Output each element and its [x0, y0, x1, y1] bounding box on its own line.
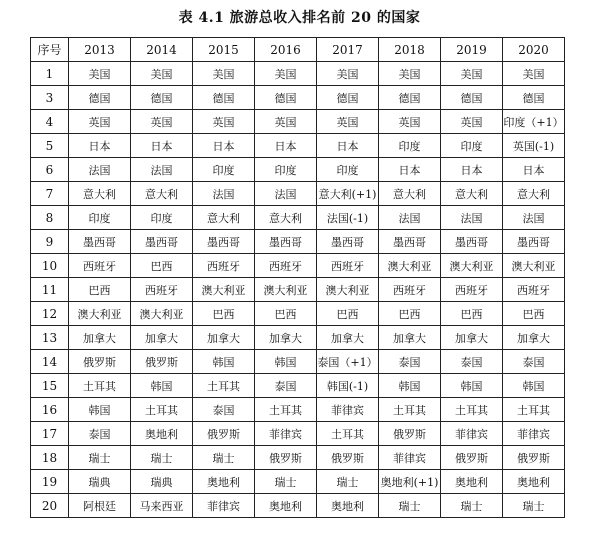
country-cell: 奥地利(+1)	[379, 470, 441, 494]
column-header-year: 2014	[131, 38, 193, 62]
country-cell: 日本	[503, 158, 565, 182]
country-cell: 加拿大	[69, 326, 131, 350]
rank-cell: 12	[31, 302, 69, 326]
country-cell: 日本	[441, 158, 503, 182]
country-cell: 意大利	[441, 182, 503, 206]
table-row	[31, 254, 565, 278]
rank-cell: 6	[31, 158, 69, 182]
country-cell: 意大利(+1)	[317, 182, 379, 206]
column-header-year: 2016	[255, 38, 317, 62]
country-cell: 西班牙	[503, 278, 565, 302]
country-cell: 澳大利亚	[503, 254, 565, 278]
country-cell: 墨西哥	[193, 230, 255, 254]
country-cell: 韩国	[441, 374, 503, 398]
country-cell: 巴西	[503, 302, 565, 326]
rank-cell: 10	[31, 254, 69, 278]
country-cell: 阿根廷	[69, 494, 131, 518]
country-cell: 韩国	[503, 374, 565, 398]
rank-cell: 20	[31, 494, 69, 518]
country-cell: 瑞士	[255, 470, 317, 494]
country-cell: 瑞士	[503, 494, 565, 518]
country-cell: 韩国	[131, 374, 193, 398]
country-cell: 瑞士	[131, 446, 193, 470]
country-cell: 印度（+1）	[503, 110, 565, 134]
country-cell: 法国	[193, 182, 255, 206]
country-cell: 西班牙	[193, 254, 255, 278]
country-cell: 西班牙	[131, 278, 193, 302]
country-cell: 西班牙	[69, 254, 131, 278]
table-row	[31, 86, 565, 110]
country-cell: 英国	[441, 110, 503, 134]
country-cell: 俄罗斯	[379, 422, 441, 446]
country-cell: 墨西哥	[131, 230, 193, 254]
country-cell: 德国	[441, 86, 503, 110]
country-cell: 澳大利亚	[379, 254, 441, 278]
country-cell: 印度	[317, 158, 379, 182]
country-cell: 奥地利	[131, 422, 193, 446]
country-cell: 美国	[503, 62, 565, 86]
table-header	[31, 38, 565, 62]
country-cell: 巴西	[69, 278, 131, 302]
country-cell: 泰国	[193, 398, 255, 422]
country-cell: 英国(-1)	[503, 134, 565, 158]
country-cell: 意大利	[255, 206, 317, 230]
table-row	[31, 494, 565, 518]
country-cell: 俄罗斯	[441, 446, 503, 470]
country-cell: 英国	[193, 110, 255, 134]
country-cell: 法国	[255, 182, 317, 206]
country-cell: 菲律宾	[503, 422, 565, 446]
country-cell: 墨西哥	[69, 230, 131, 254]
country-cell: 美国	[255, 62, 317, 86]
country-cell: 土耳其	[193, 374, 255, 398]
country-cell: 西班牙	[317, 254, 379, 278]
rank-cell: 4	[31, 110, 69, 134]
country-cell: 印度	[69, 206, 131, 230]
country-cell: 土耳其	[441, 398, 503, 422]
country-cell: 英国	[379, 110, 441, 134]
country-cell: 美国	[317, 62, 379, 86]
country-cell: 瑞士	[317, 470, 379, 494]
country-cell: 奥地利	[255, 494, 317, 518]
country-cell: 印度	[441, 134, 503, 158]
country-cell: 瑞典	[131, 470, 193, 494]
country-cell: 日本	[69, 134, 131, 158]
column-header-year: 2013	[69, 38, 131, 62]
country-cell: 美国	[131, 62, 193, 86]
country-cell: 巴西	[317, 302, 379, 326]
table-caption: 表 4.1 旅游总收入排名前 20 的国家	[178, 10, 421, 26]
country-cell: 奥地利	[503, 470, 565, 494]
table-row	[31, 470, 565, 494]
rank-cell: 14	[31, 350, 69, 374]
country-cell: 加拿大	[317, 326, 379, 350]
table-row	[31, 110, 565, 134]
country-cell: 巴西	[441, 302, 503, 326]
country-cell: 菲律宾	[193, 494, 255, 518]
country-cell: 瑞士	[379, 494, 441, 518]
country-cell: 韩国	[69, 398, 131, 422]
rank-cell: 15	[31, 374, 69, 398]
table-row	[31, 374, 565, 398]
country-cell: 巴西	[379, 302, 441, 326]
country-cell: 巴西	[193, 302, 255, 326]
country-cell: 德国	[255, 86, 317, 110]
country-cell: 法国(-1)	[317, 206, 379, 230]
country-cell: 土耳其	[255, 398, 317, 422]
country-cell: 墨西哥	[441, 230, 503, 254]
table-row	[31, 326, 565, 350]
country-cell: 俄罗斯	[69, 350, 131, 374]
country-cell: 日本	[255, 134, 317, 158]
table-row	[31, 302, 565, 326]
country-cell: 意大利	[379, 182, 441, 206]
rank-cell: 1	[31, 62, 69, 86]
country-cell: 俄罗斯	[255, 446, 317, 470]
country-cell: 奥地利	[317, 494, 379, 518]
rank-cell: 19	[31, 470, 69, 494]
column-header-rank: 序号	[31, 38, 69, 62]
country-cell: 菲律宾	[255, 422, 317, 446]
country-cell: 墨西哥	[379, 230, 441, 254]
rank-cell: 5	[31, 134, 69, 158]
country-cell: 菲律宾	[379, 446, 441, 470]
rank-cell: 13	[31, 326, 69, 350]
country-cell: 加拿大	[503, 326, 565, 350]
table-row	[31, 158, 565, 182]
country-cell: 韩国	[255, 350, 317, 374]
country-cell: 土耳其	[131, 398, 193, 422]
country-cell: 澳大利亚	[317, 278, 379, 302]
country-cell: 英国	[69, 110, 131, 134]
country-cell: 意大利	[69, 182, 131, 206]
country-cell: 日本	[131, 134, 193, 158]
country-cell: 菲律宾	[317, 398, 379, 422]
rank-cell: 7	[31, 182, 69, 206]
table-row	[31, 422, 565, 446]
country-cell: 泰国	[441, 350, 503, 374]
country-cell: 日本	[317, 134, 379, 158]
country-cell: 俄罗斯	[193, 422, 255, 446]
country-cell: 韩国	[193, 350, 255, 374]
country-cell: 泰国	[255, 374, 317, 398]
country-cell: 加拿大	[255, 326, 317, 350]
country-cell: 美国	[69, 62, 131, 86]
country-cell: 韩国(-1)	[317, 374, 379, 398]
country-cell: 西班牙	[379, 278, 441, 302]
country-cell: 德国	[193, 86, 255, 110]
country-cell: 俄罗斯	[317, 446, 379, 470]
rank-cell: 8	[31, 206, 69, 230]
country-cell: 瑞士	[69, 446, 131, 470]
table-row	[31, 350, 565, 374]
country-cell: 英国	[255, 110, 317, 134]
table-row	[31, 206, 565, 230]
country-cell: 瑞士	[193, 446, 255, 470]
country-cell: 加拿大	[131, 326, 193, 350]
country-cell: 土耳其	[379, 398, 441, 422]
table-row	[31, 62, 565, 86]
country-cell: 泰国	[69, 422, 131, 446]
country-cell: 巴西	[131, 254, 193, 278]
column-header-year: 2018	[379, 38, 441, 62]
table-row	[31, 446, 565, 470]
country-cell: 德国	[131, 86, 193, 110]
rank-cell: 11	[31, 278, 69, 302]
country-cell: 美国	[379, 62, 441, 86]
country-cell: 俄罗斯	[131, 350, 193, 374]
country-cell: 法国	[503, 206, 565, 230]
country-cell: 土耳其	[317, 422, 379, 446]
country-cell: 泰国	[503, 350, 565, 374]
country-cell: 泰国	[379, 350, 441, 374]
table-row	[31, 230, 565, 254]
country-cell: 俄罗斯	[503, 446, 565, 470]
country-cell: 澳大利亚	[255, 278, 317, 302]
country-cell: 法国	[69, 158, 131, 182]
country-cell: 奥地利	[441, 470, 503, 494]
country-cell: 土耳其	[503, 398, 565, 422]
country-cell: 法国	[441, 206, 503, 230]
country-cell: 英国	[131, 110, 193, 134]
country-cell: 意大利	[193, 206, 255, 230]
country-cell: 日本	[193, 134, 255, 158]
country-cell: 瑞士	[441, 494, 503, 518]
rank-cell: 16	[31, 398, 69, 422]
country-cell: 印度	[379, 134, 441, 158]
rank-cell: 3	[31, 86, 69, 110]
table-row	[31, 278, 565, 302]
country-cell: 意大利	[503, 182, 565, 206]
country-cell: 西班牙	[441, 278, 503, 302]
country-cell: 澳大利亚	[193, 278, 255, 302]
rank-cell: 9	[31, 230, 69, 254]
country-cell: 马来西亚	[131, 494, 193, 518]
country-cell: 奥地利	[193, 470, 255, 494]
rank-cell: 18	[31, 446, 69, 470]
country-cell: 澳大利亚	[131, 302, 193, 326]
table-row	[31, 398, 565, 422]
ranking-table	[30, 37, 565, 518]
country-cell: 德国	[379, 86, 441, 110]
country-cell: 印度	[193, 158, 255, 182]
country-cell: 德国	[317, 86, 379, 110]
table-body	[31, 62, 565, 518]
country-cell: 韩国	[379, 374, 441, 398]
column-header-year: 2017	[317, 38, 379, 62]
country-cell: 意大利	[131, 182, 193, 206]
country-cell: 日本	[379, 158, 441, 182]
country-cell: 泰国（+1）	[317, 350, 379, 374]
rank-cell: 17	[31, 422, 69, 446]
table-row	[31, 134, 565, 158]
column-header-year: 2015	[193, 38, 255, 62]
column-header-year: 2019	[441, 38, 503, 62]
table-row	[31, 182, 565, 206]
country-cell: 菲律宾	[441, 422, 503, 446]
country-cell: 墨西哥	[503, 230, 565, 254]
country-cell: 加拿大	[441, 326, 503, 350]
country-cell: 德国	[503, 86, 565, 110]
country-cell: 法国	[379, 206, 441, 230]
country-cell: 美国	[441, 62, 503, 86]
country-cell: 加拿大	[379, 326, 441, 350]
country-cell: 瑞典	[69, 470, 131, 494]
country-cell: 土耳其	[69, 374, 131, 398]
country-cell: 德国	[69, 86, 131, 110]
country-cell: 印度	[255, 158, 317, 182]
country-cell: 澳大利亚	[69, 302, 131, 326]
country-cell: 印度	[131, 206, 193, 230]
country-cell: 西班牙	[255, 254, 317, 278]
country-cell: 澳大利亚	[441, 254, 503, 278]
country-cell: 美国	[193, 62, 255, 86]
country-cell: 加拿大	[193, 326, 255, 350]
country-cell: 墨西哥	[317, 230, 379, 254]
country-cell: 英国	[317, 110, 379, 134]
column-header-year: 2020	[503, 38, 565, 62]
country-cell: 巴西	[255, 302, 317, 326]
country-cell: 法国	[131, 158, 193, 182]
header-row	[31, 38, 565, 62]
country-cell: 墨西哥	[255, 230, 317, 254]
